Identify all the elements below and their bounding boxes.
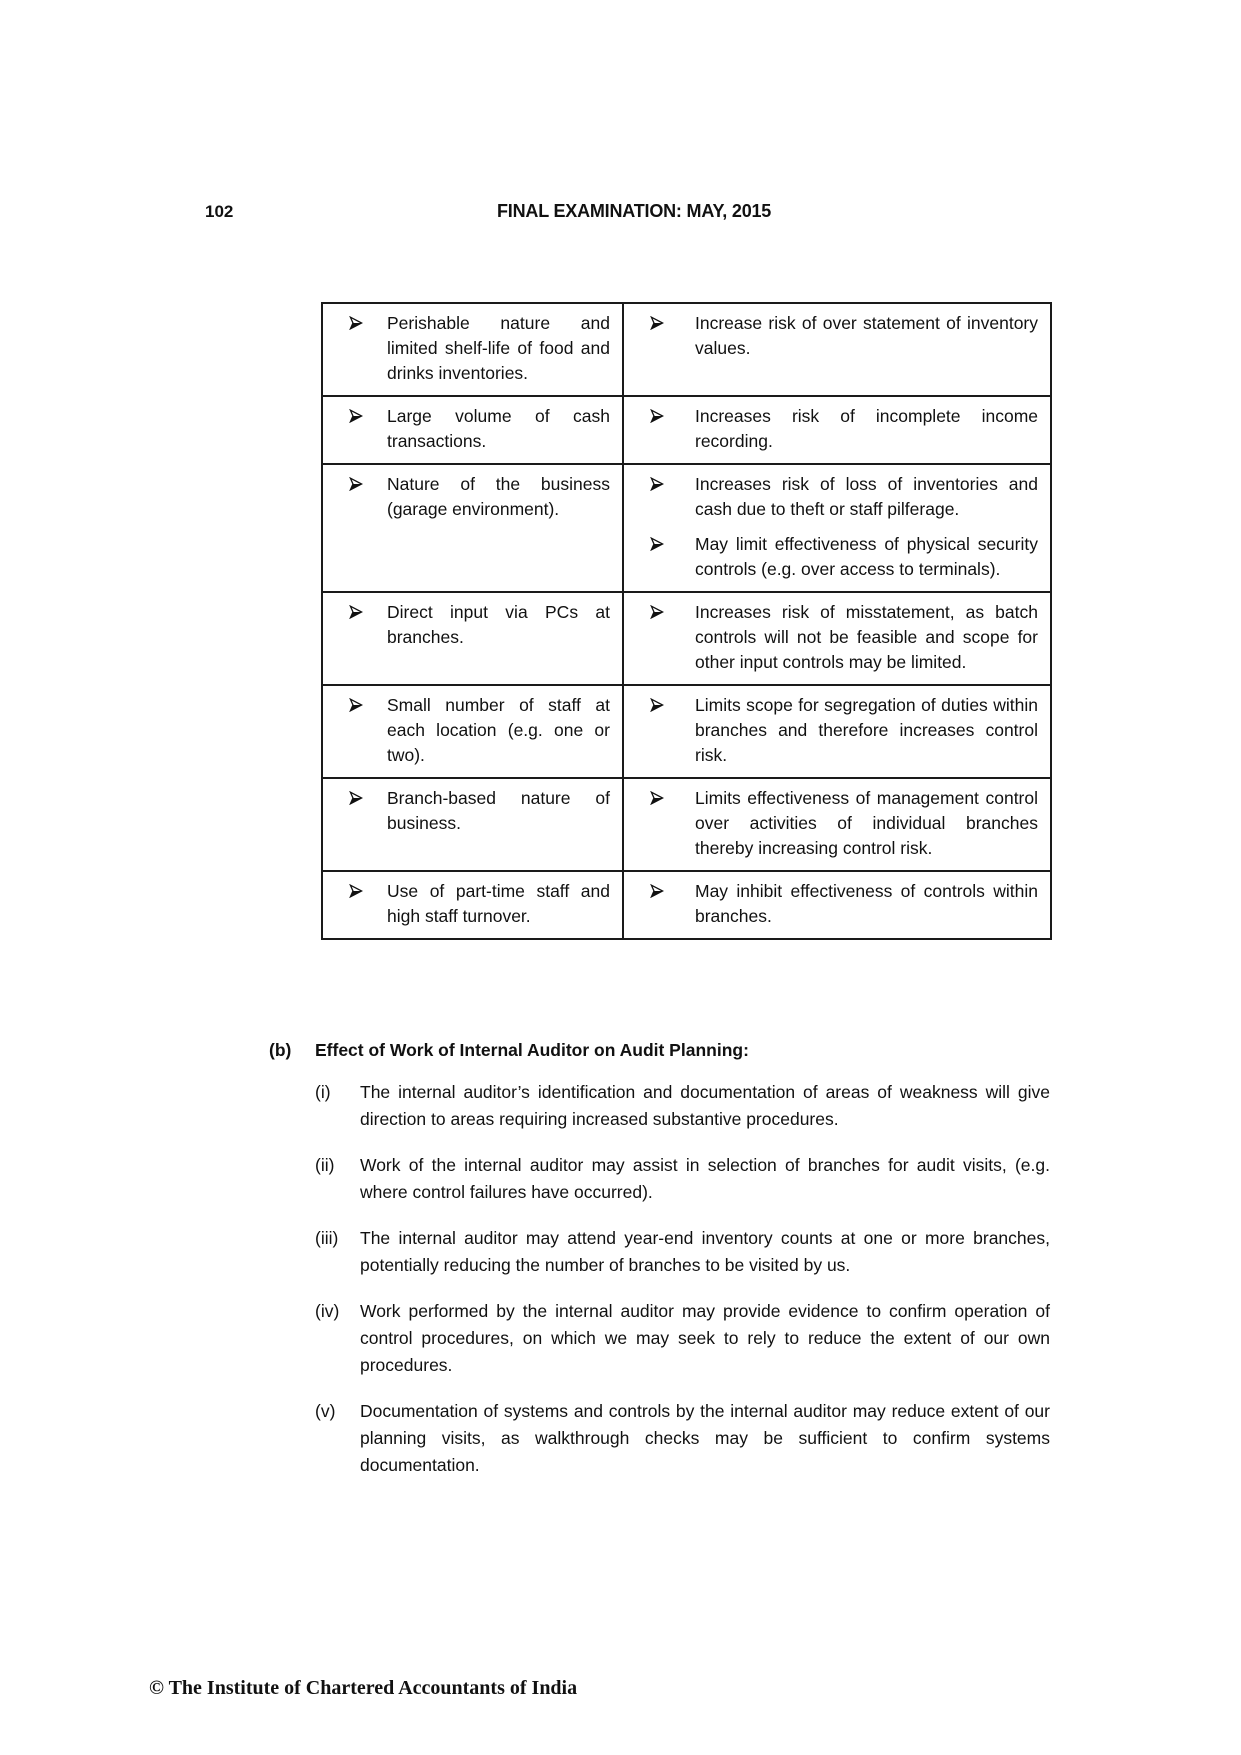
table-row bbox=[322, 871, 1051, 939]
bullet-text: Direct input via PCs at branches. bbox=[387, 602, 610, 647]
arrow-bullet-icon bbox=[650, 698, 664, 712]
item-text: Work of the internal auditor may assist in selection of branches for audit visits, (e.g. where control failures have occurred). bbox=[360, 1155, 1050, 1202]
numbered-item bbox=[315, 1398, 1050, 1479]
bullet-item bbox=[349, 472, 610, 522]
bullet-text: Large volume of cash transactions. bbox=[387, 406, 610, 451]
numbered-item bbox=[315, 1079, 1050, 1133]
risk-table-body bbox=[322, 303, 1051, 939]
right-cell bbox=[623, 871, 1051, 939]
arrow-bullet-icon bbox=[349, 605, 363, 619]
bullet-text: Nature of the business (garage environment). bbox=[387, 474, 610, 519]
right-cell bbox=[623, 464, 1051, 592]
bullet-text: Increase risk of over statement of inventory values. bbox=[695, 313, 1038, 358]
table-row bbox=[322, 464, 1051, 592]
bullet-item bbox=[650, 786, 1038, 861]
left-cell bbox=[322, 778, 623, 871]
bullet-item bbox=[650, 600, 1038, 675]
bullet-item bbox=[349, 404, 610, 454]
arrow-bullet-icon bbox=[650, 537, 664, 551]
section-heading-row bbox=[269, 1040, 1050, 1061]
item-text: Documentation of systems and controls by the internal auditor may reduce extent of our planning visits, as walkthrough checks may be sufficient to confirm systems documentation. bbox=[360, 1401, 1050, 1475]
left-cell bbox=[322, 464, 623, 592]
item-number: (i) bbox=[315, 1082, 331, 1102]
left-cell bbox=[322, 685, 623, 778]
bullet-item bbox=[349, 879, 610, 929]
left-cell bbox=[322, 592, 623, 685]
left-cell bbox=[322, 871, 623, 939]
right-cell bbox=[623, 685, 1051, 778]
section-items bbox=[315, 1079, 1050, 1479]
header-title: FINAL EXAMINATION: MAY, 2015 bbox=[497, 201, 772, 221]
arrow-bullet-icon bbox=[349, 477, 363, 491]
bullet-item bbox=[349, 786, 610, 836]
left-cell bbox=[322, 303, 623, 396]
bullet-text: Increases risk of incomplete income recording. bbox=[695, 406, 1038, 451]
bullet-text: Increases risk of loss of inventories and cash due to theft or staff pilferage. bbox=[695, 474, 1038, 519]
right-cell bbox=[623, 592, 1051, 685]
bullet-item bbox=[650, 693, 1038, 768]
item-number: (ii) bbox=[315, 1155, 335, 1175]
numbered-item bbox=[315, 1152, 1050, 1206]
bullet-item bbox=[349, 311, 610, 386]
bullet-text: May limit effectiveness of physical security controls (e.g. over access to terminals). bbox=[695, 534, 1038, 579]
left-cell bbox=[322, 396, 623, 464]
right-cell bbox=[623, 396, 1051, 464]
bullet-item bbox=[650, 404, 1038, 454]
bullet-item bbox=[650, 311, 1038, 361]
arrow-bullet-icon bbox=[650, 791, 664, 805]
arrow-bullet-icon bbox=[349, 409, 363, 423]
bullet-text: Use of part-time staff and high staff turnover. bbox=[387, 881, 610, 926]
bullet-item bbox=[650, 879, 1038, 929]
bullet-text: Limits effectiveness of management control over activities of individual branches thereby increasing control risk. bbox=[695, 788, 1038, 858]
table-row bbox=[322, 303, 1051, 396]
page-footer: © The Institute of Chartered Accountants of India bbox=[149, 1677, 578, 1699]
arrow-bullet-icon bbox=[349, 316, 363, 330]
table-row bbox=[322, 592, 1051, 685]
bullet-item bbox=[650, 472, 1038, 522]
bullet-text: Small number of staff at each location (e.g. one or two). bbox=[387, 695, 610, 765]
arrow-bullet-icon bbox=[650, 409, 664, 423]
arrow-bullet-icon bbox=[650, 477, 664, 491]
risk-factors-table bbox=[321, 302, 1052, 940]
section-label: (b) bbox=[269, 1040, 292, 1060]
bullet-item bbox=[349, 693, 610, 768]
page-number: 102 bbox=[205, 202, 234, 221]
bullet-text: Limits scope for segregation of duties within branches and therefore increases control risk. bbox=[695, 695, 1038, 765]
item-text: The internal auditor’s identification and documentation of areas of weakness will give direction to areas requiring increased substantive procedures. bbox=[360, 1082, 1050, 1129]
numbered-item bbox=[315, 1298, 1050, 1379]
table-row bbox=[322, 685, 1051, 778]
arrow-bullet-icon bbox=[650, 605, 664, 619]
bullet-item bbox=[650, 532, 1038, 582]
bullet-text: May inhibit effectiveness of controls within branches. bbox=[695, 881, 1038, 926]
arrow-bullet-icon bbox=[349, 698, 363, 712]
bullet-text: Perishable nature and limited shelf-life of food and drinks inventories. bbox=[387, 313, 610, 383]
right-cell bbox=[623, 303, 1051, 396]
numbered-item bbox=[315, 1225, 1050, 1279]
bullet-item bbox=[349, 600, 610, 650]
arrow-bullet-icon bbox=[650, 316, 664, 330]
item-number: (v) bbox=[315, 1401, 336, 1421]
item-text: The internal auditor may attend year-end inventory counts at one or more branches, potentially reducing the number of branches to be visited by us. bbox=[360, 1228, 1050, 1275]
item-number: (iii) bbox=[315, 1228, 339, 1248]
section-b bbox=[269, 1040, 1050, 1498]
section-heading: Effect of Work of Internal Auditor on Audit Planning: bbox=[315, 1040, 749, 1060]
right-cell bbox=[623, 778, 1051, 871]
item-text: Work performed by the internal auditor may provide evidence to confirm operation of control procedures, on which we may seek to rely to reduce the extent of our own procedures. bbox=[360, 1301, 1050, 1375]
arrow-bullet-icon bbox=[349, 791, 363, 805]
bullet-text: Increases risk of misstatement, as batch controls will not be feasible and scope for other input controls may be limited. bbox=[695, 602, 1038, 672]
bullet-text: Branch-based nature of business. bbox=[387, 788, 610, 833]
arrow-bullet-icon bbox=[349, 884, 363, 898]
table-row bbox=[322, 396, 1051, 464]
item-number: (iv) bbox=[315, 1301, 340, 1321]
arrow-bullet-icon bbox=[650, 884, 664, 898]
table-row bbox=[322, 778, 1051, 871]
